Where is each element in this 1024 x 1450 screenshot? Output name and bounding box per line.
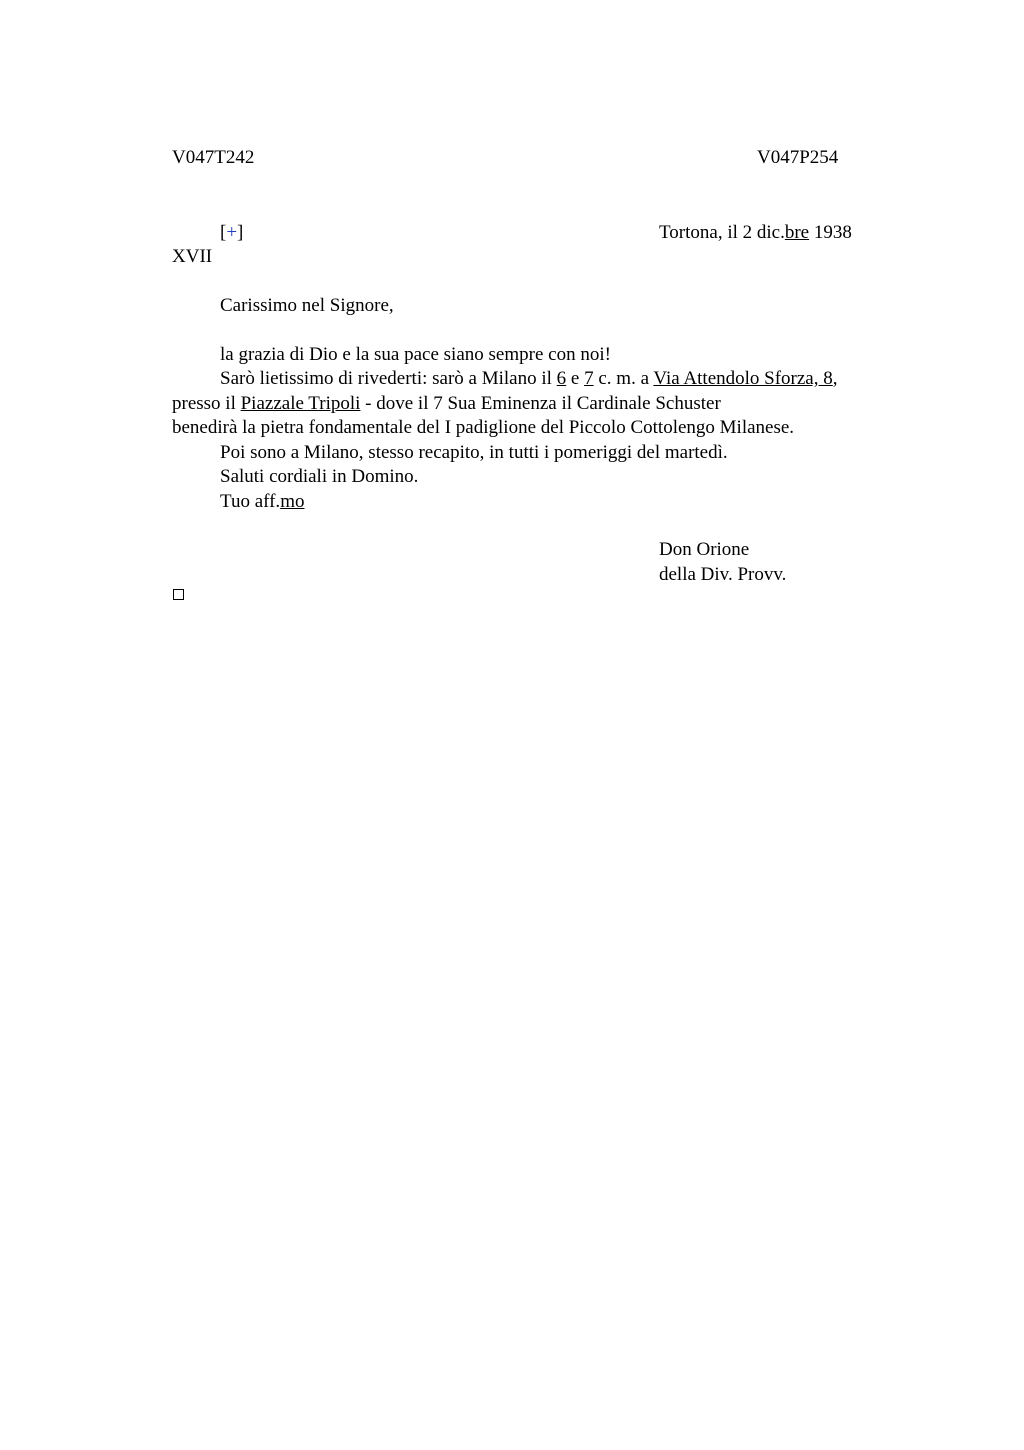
dateline-year: 1938 [809, 222, 852, 243]
day-6: 6 [556, 368, 567, 389]
body-line-sarò: Sarò lietissimo di rivederti: sarò a Milano il 6 e 7 c. m. a Via Attendolo Sforza, 8, [220, 368, 838, 389]
dateline [659, 221, 852, 245]
dateline-place-date: Tortona, il 2 dic. [659, 222, 785, 243]
signature-name: Don Orione [659, 539, 750, 560]
square-outline-icon [173, 589, 184, 600]
cross-bracket-close: ] [237, 222, 244, 243]
address-via: Via Attendolo Sforza, 8 [653, 368, 833, 389]
cross-icon: + [226, 222, 238, 243]
volume-code-right: V047P254 [757, 147, 839, 168]
dateline-month-suffix: bre [784, 222, 810, 243]
body-line-benedirà: benedirà la pietra fondamentale del I padiglione del Piccolo Cottolengo Milanese. [172, 417, 795, 438]
dateline-era: XVII [172, 246, 213, 267]
body-line-poi: Poi sono a Milano, stesso recapito, in tutti i pomeriggi del martedì. [220, 442, 728, 463]
body-line-grazia: la grazia di Dio e la sua pace siano sempre con noi! [220, 344, 611, 365]
day-7: 7 [584, 368, 594, 389]
cross-bracket-open: [ [220, 222, 227, 243]
body-line-saluti: Saluti cordiali in Domino. [220, 466, 419, 487]
signature-title: della Div. Provv. [659, 564, 787, 585]
address-piazzale: Piazzale Tripoli [240, 393, 361, 414]
cross-mark [220, 221, 243, 245]
volume-code-left: V047T242 [172, 147, 255, 168]
salutation: Carissimo nel Signore, [220, 295, 394, 316]
closing: Tuo aff.mo [220, 491, 305, 512]
body-line-presso: presso il Piazzale Tripoli - dove il 7 Sua Eminenza il Cardinale Schuster [172, 393, 721, 414]
